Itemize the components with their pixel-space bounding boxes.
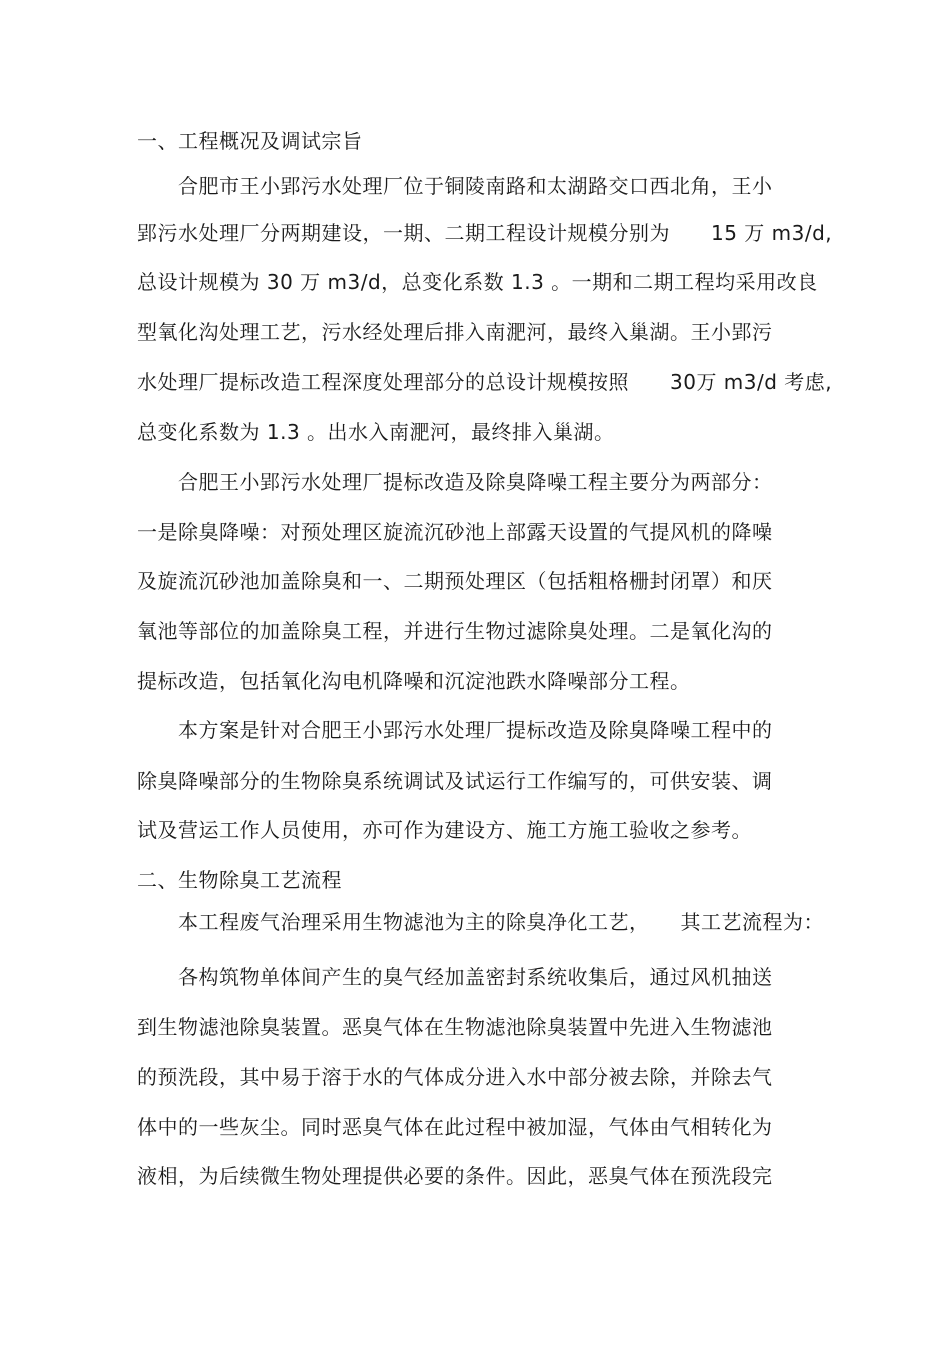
paragraph-line: 试及营运工作人员使用，亦可作为建设方、施工方施工验收之参考。 (137, 818, 752, 842)
paragraph-line: 一是除臭降噪：对预处理区旋流沉砂池上部露天设置的气提风机的降噪 (137, 520, 773, 544)
paragraph-line: 提标改造，包括氧化沟电机降噪和沉淀池跌水降噪部分工程。 (137, 669, 691, 693)
paragraph-line: 本方案是针对合肥王小郢污水处理厂提标改造及除臭降噪工程中的 (178, 718, 773, 742)
paragraph-line: 郢污水处理厂分两期建设，一期、二期工程设计规模分别为 15 万 m3/d, (137, 221, 833, 245)
paragraph-line: 本工程废气治理采用生物滤池为主的除臭净化工艺， 其工艺流程为： (178, 910, 824, 934)
paragraph-line: 的预洗段，其中易于溶于水的气体成分进入水中部分被去除，并除去气 (137, 1065, 773, 1089)
section-heading-1: 一、工程概况及调试宗旨 (137, 129, 363, 153)
paragraph-line: 总变化系数为 1.3 。出水入南淝河，最终排入巢湖。 (137, 420, 615, 444)
paragraph-line: 合肥市王小郢污水处理厂位于铜陵南路和太湖路交口西北角，王小 (178, 174, 773, 198)
paragraph-line: 型氧化沟处理工艺，污水经处理后排入南淝河，最终入巢湖。王小郢污 (137, 320, 773, 344)
paragraph-line: 水处理厂提标改造工程深度处理部分的总设计规模按照 30万 m3/d 考虑, (137, 370, 833, 394)
paragraph-line: 除臭降噪部分的生物除臭系统调试及试运行工作编写的，可供安装、调 (137, 769, 773, 793)
paragraph-line: 合肥王小郢污水处理厂提标改造及除臭降噪工程主要分为两部分： (178, 470, 773, 494)
paragraph-line: 总设计规模为 30 万 m3/d，总变化系数 1.3 。一期和二期工程均采用改良 (137, 270, 818, 294)
paragraph-line: 体中的一些灰尘。同时恶臭气体在此过程中被加湿，气体由气相转化为 (137, 1115, 773, 1139)
paragraph-line: 及旋流沉砂池加盖除臭和一、二期预处理区（包括粗格栅封闭罩）和厌 (137, 569, 773, 593)
paragraph-line: 各构筑物单体间产生的臭气经加盖密封系统收集后，通过风机抽送 (178, 965, 773, 989)
paragraph-line: 氧池等部位的加盖除臭工程，并进行生物过滤除臭处理。二是氧化沟的 (137, 619, 773, 643)
paragraph-line: 液相，为后续微生物处理提供必要的条件。因此，恶臭气体在预洗段完 (137, 1164, 773, 1188)
paragraph-line: 到生物滤池除臭装置。恶臭气体在生物滤池除臭装置中先进入生物滤池 (137, 1015, 773, 1039)
section-heading-2: 二、生物除臭工艺流程 (137, 868, 342, 892)
